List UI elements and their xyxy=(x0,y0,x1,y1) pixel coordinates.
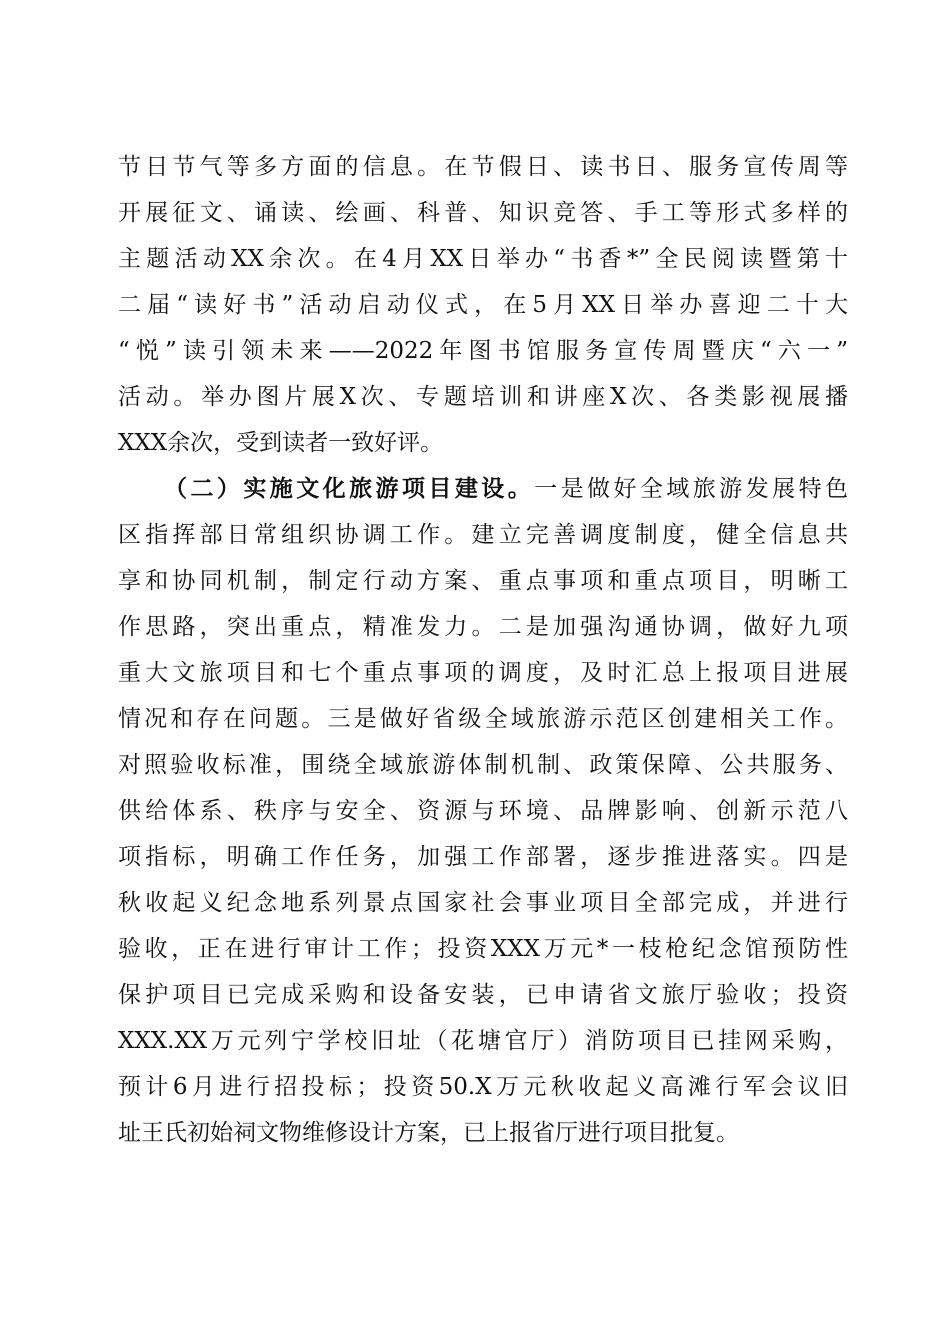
paragraph-library-activities xyxy=(118,144,848,466)
text-line: 秋收起义纪念地系列景点国家社会事业项目全部完成，并进行 xyxy=(118,890,848,916)
section-heading: （二）实施文化旅游项目建设。 xyxy=(164,475,535,502)
paragraph-tourism-projects xyxy=(118,466,848,1156)
text-line: 供给体系、秩序与安全、资源与环境、品牌影响、创新示范八 xyxy=(118,798,848,824)
text-line: 节日节气等多方面的信息。在节假日、读书日、服务宣传周等 xyxy=(118,154,848,180)
text-line: 址王氏初始祠文物维修设计方案，已上报省厅进行项目批复。 xyxy=(118,1120,739,1146)
text-line: XXX余次，受到读者一致好评。 xyxy=(118,430,444,456)
text-line: “悦”读引领未来——2022年图书馆服务宣传周暨庆“六一” xyxy=(118,338,848,364)
text-line: 预计6月进行招投标；投资50.X万元秋收起义高滩行军会议旧 xyxy=(118,1074,848,1100)
text-line: 情况和存在问题。三是做好省级全域旅游示范区创建相关工作。 xyxy=(118,706,848,732)
text-line: 重大文旅项目和七个重点事项的调度，及时汇总上报项目进展 xyxy=(118,660,848,686)
paragraph-first-line xyxy=(118,466,848,512)
text-line: 主题活动XX余次。在4月XX日举办“书香*”全民阅读暨第十 xyxy=(118,246,848,272)
body-text xyxy=(118,144,848,1156)
text-line: 对照验收标准，围绕全域旅游体制机制、政策保障、公共服务、 xyxy=(118,752,848,778)
text-line: 活动。举办图片展X次、专题培训和讲座X次、各类影视展播 xyxy=(118,384,848,410)
text-line: 项指标，明确工作任务，加强工作部署，逐步推进落实。四是 xyxy=(118,844,848,870)
text-line: XXX.XX万元列宁学校旧址（花塘官厅）消防项目已挂网采购， xyxy=(118,1028,848,1054)
text-line: 保护项目已完成采购和设备安装，已申请省文旅厅验收；投资 xyxy=(118,982,848,1008)
text-line-rest: 一是做好全域旅游发展特色 xyxy=(534,476,849,502)
text-line: 开展征文、诵读、绘画、科普、知识竞答、手工等形式多样的 xyxy=(118,200,848,226)
text-line: 作思路，突出重点，精准发力。二是加强沟通协调，做好九项 xyxy=(118,614,848,640)
text-line: 区指挥部日常组织协调工作。建立完善调度制度，健全信息共 xyxy=(118,522,848,548)
text-line: 验收，正在进行审计工作；投资XXX万元*一枝枪纪念馆预防性 xyxy=(118,936,848,962)
text-line: 享和协同机制，制定行动方案、重点事项和重点项目，明晰工 xyxy=(118,568,848,594)
text-line: 二届“读好书”活动启动仪式，在5月XX日举办喜迎二十大 xyxy=(118,292,848,318)
